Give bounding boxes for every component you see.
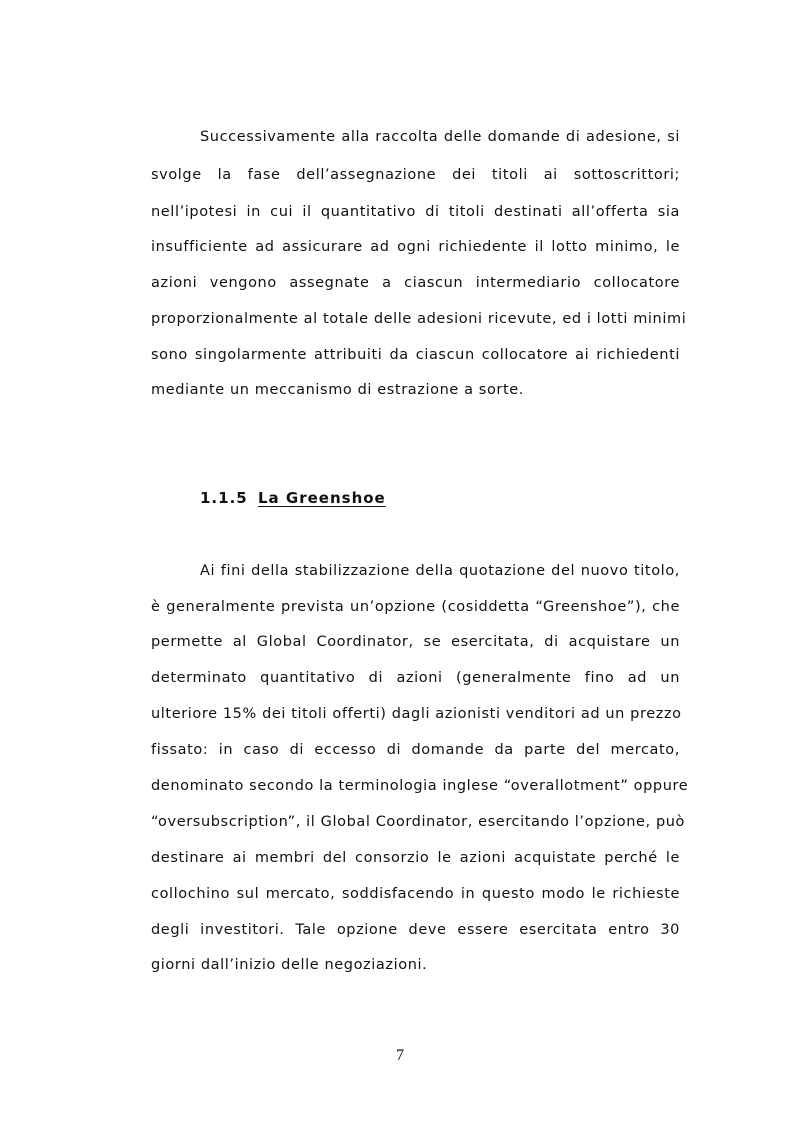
section-title: La Greenshoe [258, 489, 386, 507]
paragraph-line: determinato quantitativo di azioni (generalmente fino ad un [151, 670, 680, 686]
paragraph-line: ulteriore 15% dei titoli offerti) dagli azionisti venditori ad un prezzo [151, 706, 682, 722]
paragraph-line: degli investitori. Tale opzione deve essere esercitata entro 30 [151, 922, 680, 938]
section-heading [200, 488, 386, 508]
paragraph-line: permette al Global Coordinator, se esercitata, di acquistare un [151, 634, 680, 650]
paragraph-line: “oversubscription”, il Global Coordinator, esercitando l’opzione, può [151, 814, 686, 830]
section-number: 1.1.5 [200, 489, 248, 507]
paragraph-line: fissato: in caso di eccesso di domande da parte del mercato, [151, 742, 680, 758]
paragraph-line: sono singolarmente attribuiti da ciascun collocatore ai richiedenti [151, 347, 680, 363]
paragraph-line: denominato secondo la terminologia inglese “overallotment” oppure [151, 778, 689, 794]
paragraph-line: collochino sul mercato, soddisfacendo in questo modo le richieste [151, 886, 680, 902]
paragraph-line: svolge la fase dell’assegnazione dei titoli ai sottoscrittori; [151, 167, 680, 183]
paragraph-line: azioni vengono assegnate a ciascun intermediario collocatore [151, 275, 680, 291]
paragraph-line: proporzionalmente al totale delle adesioni ricevute, ed i lotti minimi [151, 311, 687, 327]
paragraph-line: mediante un meccanismo di estrazione a sorte. [151, 382, 524, 398]
page-number: 7 [396, 1047, 404, 1064]
paragraph-line: nell’ipotesi in cui il quantitativo di titoli destinati all’offerta sia [151, 204, 680, 220]
paragraph-line: insufficiente ad assicurare ad ogni richiedente il lotto minimo, le [151, 239, 680, 255]
paragraph-line: Ai fini della stabilizzazione della quotazione del nuovo titolo, [200, 563, 680, 579]
paragraph-line: è generalmente prevista un’opzione (cosiddetta “Greenshoe”), che [151, 599, 680, 615]
paragraph-line: Successivamente alla raccolta delle domande di adesione, si [200, 129, 680, 145]
paragraph-line: destinare ai membri del consorzio le azioni acquistate perché le [151, 850, 680, 866]
paragraph-line: giorni dall’inizio delle negoziazioni. [151, 957, 428, 973]
